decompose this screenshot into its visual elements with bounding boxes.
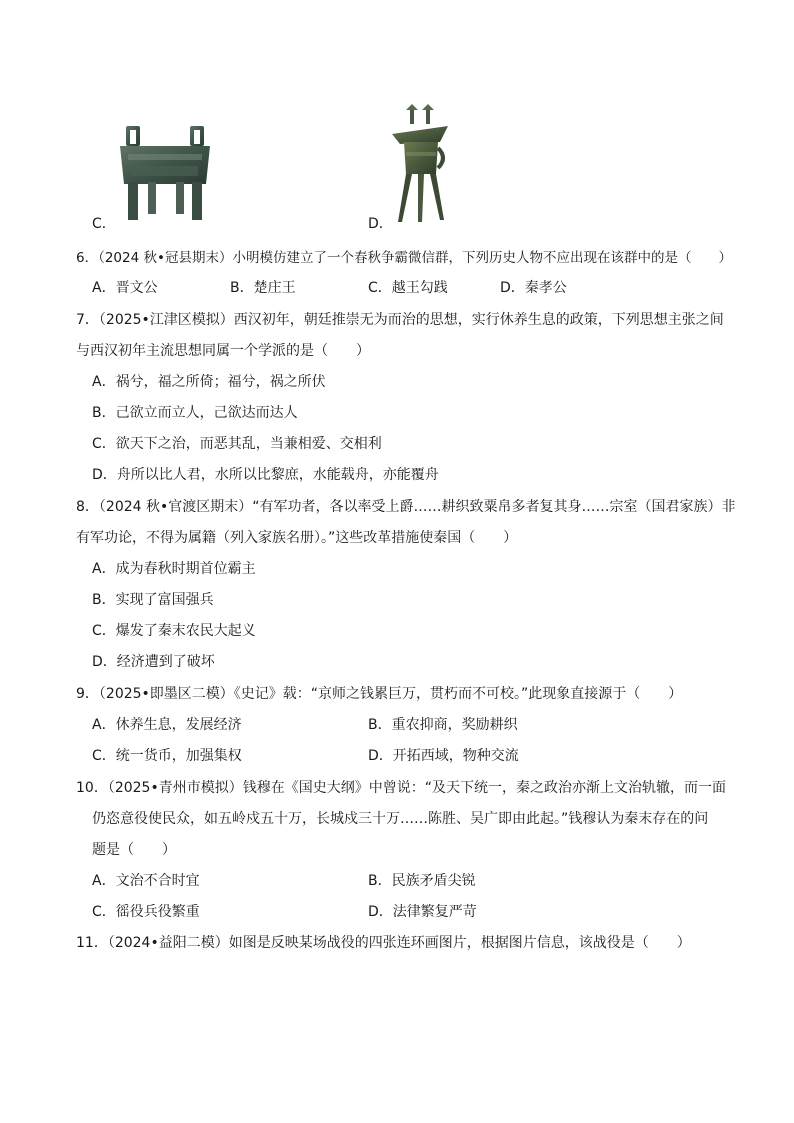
question-6-stem: 6．（2024 秋•冠县期末）小明模仿建立了一个春秋争霸微信群，下列历史人物不应出现在该群中的是（ ）	[76, 250, 732, 266]
question-9-option-c: C．统一货币，加强集权	[92, 748, 242, 764]
question-10-option-d: D．法律繁复严苛	[368, 904, 477, 920]
question-8-option-c: C．爆发了秦末农民大起义	[92, 623, 256, 639]
question-10-stem-line-1: 10．（2025•青州市模拟）钱穆在《国史大纲》中曾说：“及天下统一，秦之政治亦渐上文治轨辙，而一面	[76, 780, 726, 796]
question-8-stem-line-2: 有军功论，不得为属籍（列入家族名册）。”这些改革措施使秦国（ ）	[76, 530, 518, 546]
bronze-jue-image	[392, 104, 452, 224]
question-9-option-b: B．重农抑商，奖励耕织	[368, 717, 518, 733]
question-11-stem: 11．（2024•益阳二模）如图是反映某场战役的四张连环画图片，根据图片信息，该战役是（ ）	[76, 935, 691, 951]
question-7-option-d: D．舟所以比人君，水所以比黎庶，水能载舟，亦能覆舟	[92, 467, 439, 483]
question-6-option-b: B．楚庄王	[230, 280, 296, 296]
question-7-option-c: C．欲天下之治，而恶其乱，当兼相爱、交相利	[92, 436, 382, 452]
square-ding-image	[118, 124, 212, 222]
question-10-stem-line-2: 仍恣意役使民众，如五岭戍五十万，长城戍三十万……陈胜、吴广即由此起。”钱穆认为秦末存在的问	[92, 811, 709, 827]
question-9-option-a: A．休养生息，发展经济	[92, 717, 242, 733]
question-10-option-b: B．民族矛盾尖锐	[368, 873, 476, 889]
question-7-option-a: A．祸兮，福之所倚；福兮，祸之所伏	[92, 374, 326, 390]
question-6-option-d: D．秦孝公	[500, 280, 567, 296]
question-10-stem-line-3: 题是（ ）	[92, 842, 176, 858]
question-7-option-b: B．己欲立而立人，己欲达而达人	[92, 405, 298, 421]
question-6-option-a: A．晋文公	[92, 280, 158, 296]
question-10-option-c: C．徭役兵役繁重	[92, 904, 200, 920]
question-8-option-a: A．成为春秋时期首位霸主	[92, 561, 256, 577]
question-8-option-d: D．经济遭到了破坏	[92, 654, 215, 670]
question-8-stem-line-1: 8．（2024 秋•官渡区期末）“有军功者，各以率受上爵……耕织致粟帛多者复其身……宗室（国君家族）非	[76, 499, 736, 515]
question-10-option-a: A．文治不合时宜	[92, 873, 200, 889]
question-7-stem-line-1: 7．（2025•江津区模拟）西汉初年，朝廷推崇无为而治的思想，实行休养生息的政策，下列思想主张之间	[76, 312, 724, 328]
option-c-label: C．	[92, 216, 116, 232]
option-d-label: D．	[368, 216, 393, 232]
question-9-stem: 9．（2025•即墨区二模）《史记》载：“京师之钱累巨万，贯朽而不可校。”此现象直接源于（ ）	[76, 686, 683, 702]
question-8-option-b: B．实现了富国强兵	[92, 592, 214, 608]
question-7-stem-line-2: 与西汉初年主流思想同属一个学派的是（ ）	[76, 343, 370, 359]
question-6-option-c: C．越王勾践	[368, 280, 448, 296]
question-9-option-d: D．开拓西域，物种交流	[368, 748, 519, 764]
